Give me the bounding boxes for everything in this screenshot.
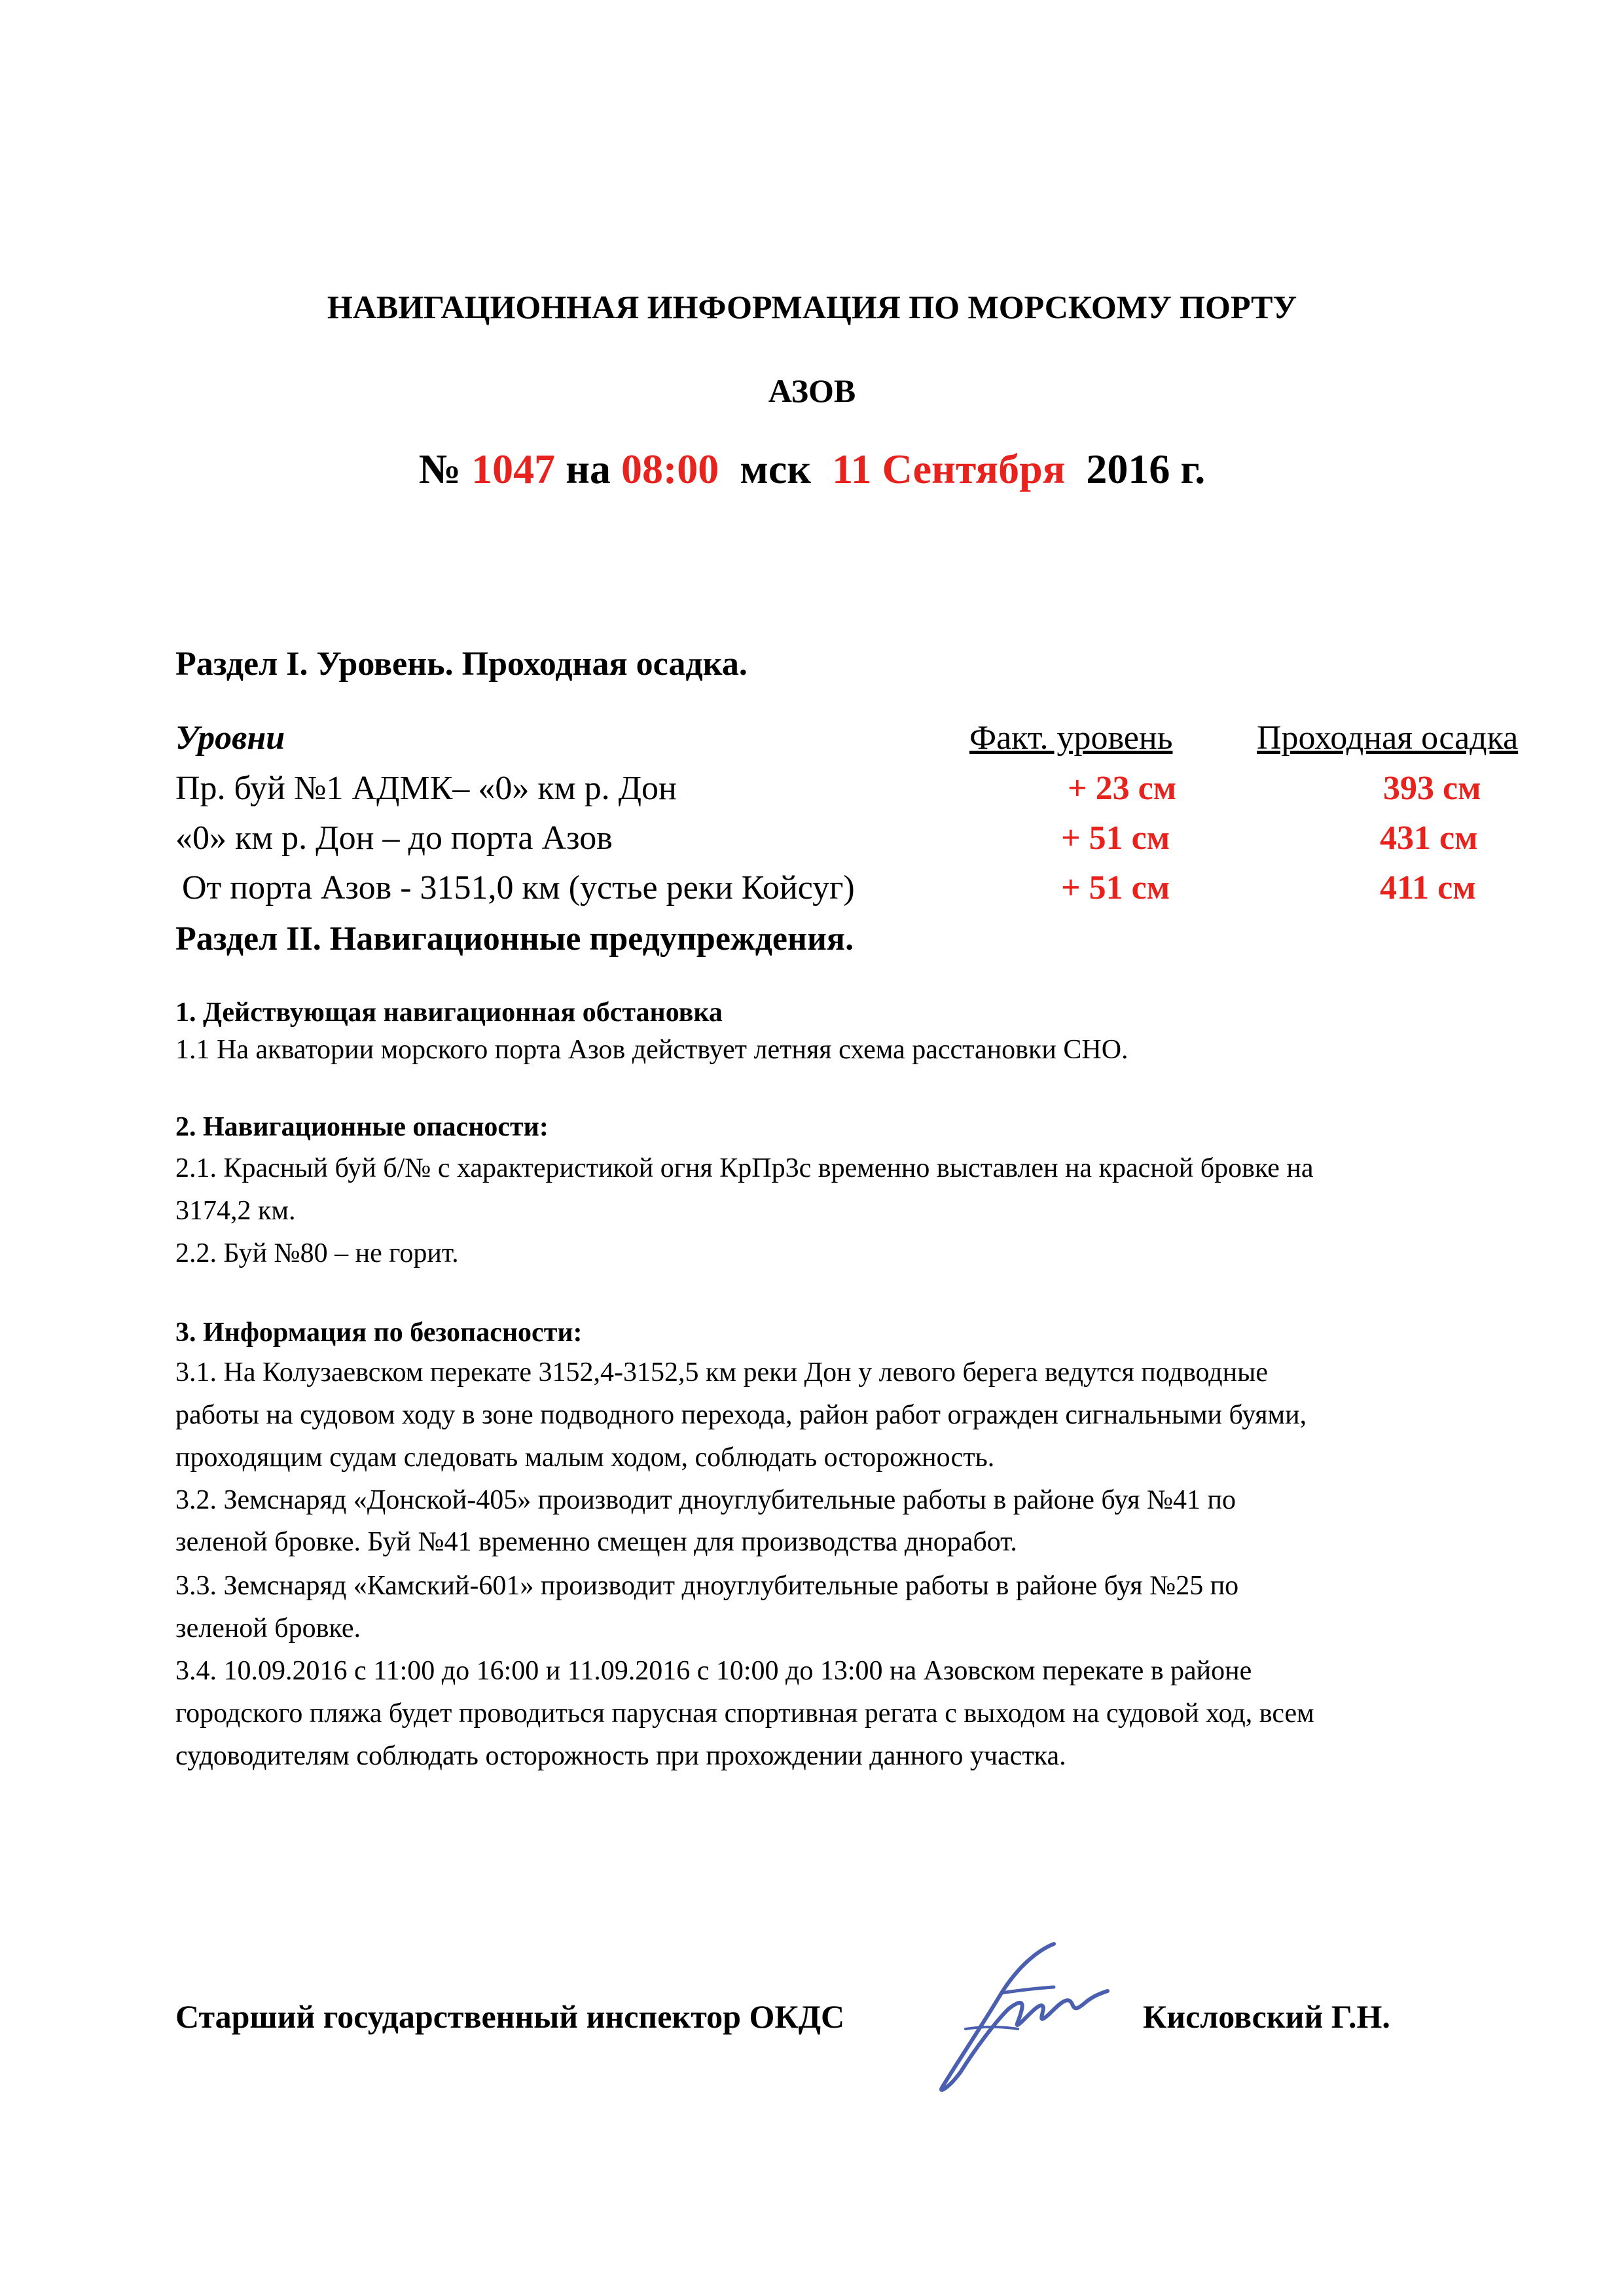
number-prefix: № (418, 446, 472, 492)
port-name: АЗОВ (768, 372, 856, 409)
paragraph-line: 2.2. Буй №80 – не горит. (175, 1238, 459, 1268)
signatory-position: Старший государственный инспектор ОКДС (175, 1998, 845, 2035)
level-row-name: «0» км р. Дон – до порта Азов (175, 819, 613, 857)
bulletin-number: 1047 (471, 446, 556, 492)
document-title: НАВИГАЦИОННАЯ ИНФОРМАЦИЯ ПО МОРСКОМУ ПОРТУ (327, 289, 1297, 325)
level-row-fact: + 51 см (1061, 869, 1170, 906)
subsection-title: 3. Информация по безопасности: (175, 1318, 583, 1348)
handwritten-signature (903, 1931, 1178, 2101)
subsection-title: 2. Навигационные опасности: (175, 1112, 549, 1142)
paragraph-line: городского пляжа будет проводиться парусная спортивная регата с выходом на судовой ход, всем (175, 1698, 1314, 1729)
bulletin-time: 08:00 (621, 446, 719, 492)
timezone: мск (719, 446, 833, 492)
level-row-fact: + 51 см (1061, 819, 1170, 857)
level-row (175, 869, 1550, 910)
levels-label: Уровни (175, 719, 285, 757)
level-row (175, 819, 1550, 861)
level-row (175, 769, 1550, 811)
paragraph-line: 3174,2 км. (175, 1196, 296, 1226)
paragraph-line: работы на судовом ходу в зоне подводного перехода, район работ огражден сигнальными буями, (175, 1400, 1307, 1430)
paragraph-line: проходящим судам следовать малым ходом, соблюдать осторожность. (175, 1443, 995, 1473)
level-row-draft: 411 см (1380, 869, 1476, 906)
paragraph-line: 1.1 На акватории морского порта Азов действует летняя схема расстановки СНО. (175, 1035, 1128, 1065)
paragraph-line: 3.2. Земснаряд «Донской-405» производит дноуглубительные работы в районе буя №41 по (175, 1485, 1236, 1515)
level-row-fact: + 23 см (1068, 770, 1177, 807)
passing-draft-header: Проходная осадка (1257, 719, 1519, 757)
level-row-name: Пр. буй №1 АДМК– «0» км р. Дон (175, 770, 677, 807)
bulletin-year: 2016 г. (1065, 446, 1206, 492)
level-row-draft: 393 см (1383, 770, 1481, 807)
paragraph-line: зеленой бровке. (175, 1613, 361, 1643)
fact-level-header: Факт. уровень (969, 719, 1173, 757)
section1-heading: Раздел I. Уровень. Проходная осадка. (175, 645, 748, 683)
level-row-name: От порта Азов - 3151,0 км (устье реки Койсуг) (182, 869, 855, 906)
paragraph-line: судоводителям соблюдать осторожность при прохождении данного участка. (175, 1741, 1066, 1771)
paragraph-line: 3.3. Земснаряд «Камский-601» производит дноуглубительные работы в районе буя №25 по (175, 1571, 1239, 1601)
subsection-title: 1. Действующая навигационная обстановка (175, 997, 723, 1028)
bulletin-number-line (0, 445, 1624, 493)
signatory-name: Кисловский Г.Н. (1143, 1998, 1390, 2035)
levels-header-row (175, 719, 1550, 761)
section2-heading: Раздел II. Навигационные предупреждения. (175, 920, 854, 958)
level-row-draft: 431 см (1380, 819, 1478, 857)
paragraph-line: 3.1. На Колузаевском перекате 3152,4-3152,5 км реки Дон у левого берега ведутся подводные (175, 1357, 1268, 1388)
paragraph-line: 3.4. 10.09.2016 с 11:00 до 16:00 и 11.09.2016 с 10:00 до 13:00 на Азовском перекате в районе (175, 1656, 1252, 1686)
at-label: на (555, 446, 621, 492)
paragraph-line: зеленой бровке. Буй №41 временно смещен для производства дноработ. (175, 1527, 1017, 1557)
bulletin-date: 11 Сентября (832, 446, 1066, 492)
paragraph-line: 2.1. Красный буй б/№ с характеристикой огня КрПр3с временно выставлен на красной бровке на (175, 1153, 1314, 1183)
